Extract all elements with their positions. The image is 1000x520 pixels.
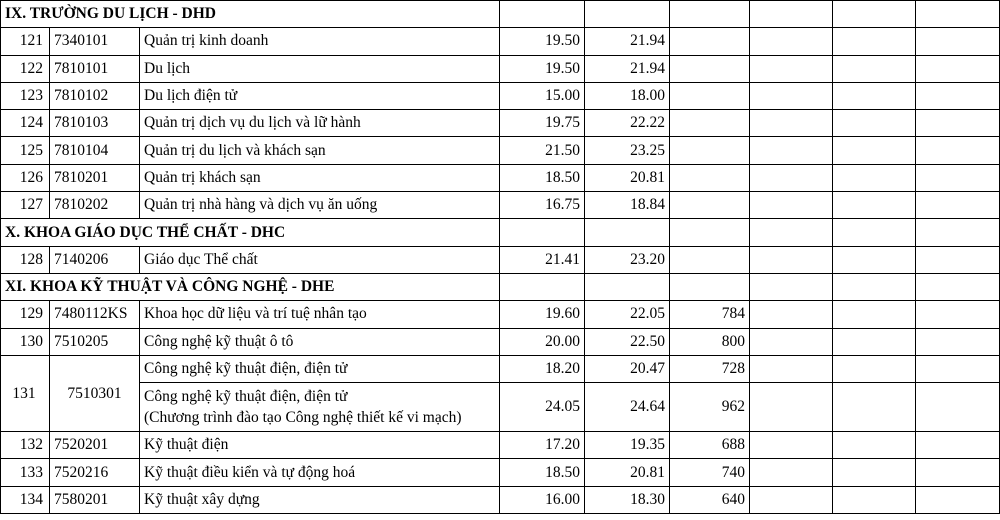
score-3: 784 xyxy=(670,301,750,328)
empty-cell xyxy=(750,55,833,82)
score-2: 22.22 xyxy=(585,110,670,137)
table-row xyxy=(1,28,1000,55)
empty-cell xyxy=(833,328,916,355)
table-row xyxy=(1,355,1000,382)
major-code: 7510205 xyxy=(50,328,140,355)
empty-cell xyxy=(916,137,1000,164)
score-2: 23.20 xyxy=(585,246,670,273)
table-row xyxy=(1,246,1000,273)
empty-cell xyxy=(916,246,1000,273)
empty-cell xyxy=(750,383,833,432)
empty-cell xyxy=(833,486,916,513)
empty-cell xyxy=(670,219,750,246)
empty-cell xyxy=(833,137,916,164)
major-code: 7810201 xyxy=(50,164,140,191)
major-name: Quản trị khách sạn xyxy=(140,164,500,191)
major-code: 7810101 xyxy=(50,55,140,82)
section-header-row xyxy=(1,1,1000,28)
score-1: 19.50 xyxy=(500,55,585,82)
row-number: 121 xyxy=(1,28,50,55)
empty-cell xyxy=(750,28,833,55)
row-number: 126 xyxy=(1,164,50,191)
section-header-row xyxy=(1,273,1000,300)
score-2: 20.81 xyxy=(585,459,670,486)
score-3 xyxy=(670,28,750,55)
section-title: XI. KHOA KỸ THUẬT VÀ CÔNG NGHỆ - DHE xyxy=(1,273,500,300)
empty-cell xyxy=(500,219,585,246)
empty-cell xyxy=(916,355,1000,382)
empty-cell xyxy=(500,273,585,300)
empty-cell xyxy=(833,432,916,459)
empty-cell xyxy=(833,219,916,246)
empty-cell xyxy=(750,137,833,164)
row-number: 130 xyxy=(1,328,50,355)
empty-cell xyxy=(750,164,833,191)
major-code: 7510301 xyxy=(50,355,140,431)
empty-cell xyxy=(833,1,916,28)
score-1: 19.60 xyxy=(500,301,585,328)
table-row xyxy=(1,301,1000,328)
score-2: 18.30 xyxy=(585,486,670,513)
empty-cell xyxy=(750,273,833,300)
empty-cell xyxy=(833,192,916,219)
row-number: 131 xyxy=(1,355,50,431)
score-1: 24.05 xyxy=(500,383,585,432)
major-name: Quản trị kinh doanh xyxy=(140,28,500,55)
empty-cell xyxy=(916,459,1000,486)
table-row xyxy=(1,110,1000,137)
empty-cell xyxy=(916,383,1000,432)
empty-cell xyxy=(833,28,916,55)
score-3: 728 xyxy=(670,355,750,382)
score-2: 19.35 xyxy=(585,432,670,459)
major-code: 7140206 xyxy=(50,246,140,273)
empty-cell xyxy=(916,110,1000,137)
score-3 xyxy=(670,137,750,164)
row-number: 125 xyxy=(1,137,50,164)
empty-cell xyxy=(916,301,1000,328)
major-name: Quản trị du lịch và khách sạn xyxy=(140,137,500,164)
score-3 xyxy=(670,55,750,82)
score-2: 23.25 xyxy=(585,137,670,164)
score-3: 640 xyxy=(670,486,750,513)
empty-cell xyxy=(916,55,1000,82)
empty-cell xyxy=(750,355,833,382)
major-code: 7810103 xyxy=(50,110,140,137)
score-2: 24.64 xyxy=(585,383,670,432)
score-2: 20.47 xyxy=(585,355,670,382)
score-2: 22.50 xyxy=(585,328,670,355)
major-name: Công nghệ kỹ thuật điện, điện tử xyxy=(140,355,500,382)
table-row xyxy=(1,192,1000,219)
score-2: 22.05 xyxy=(585,301,670,328)
score-1: 19.50 xyxy=(500,28,585,55)
score-3: 800 xyxy=(670,328,750,355)
major-code: 7520201 xyxy=(50,432,140,459)
score-3: 962 xyxy=(670,383,750,432)
empty-cell xyxy=(916,328,1000,355)
major-name-line-1: Công nghệ kỹ thuật điện, điện tử xyxy=(144,388,348,406)
empty-cell xyxy=(916,28,1000,55)
table-row xyxy=(1,432,1000,459)
major-name: Khoa học dữ liệu và trí tuệ nhân tạo xyxy=(140,301,500,328)
row-number: 133 xyxy=(1,459,50,486)
score-3 xyxy=(670,110,750,137)
empty-cell xyxy=(750,328,833,355)
empty-cell xyxy=(750,110,833,137)
empty-cell xyxy=(750,246,833,273)
major-name: Quản trị nhà hàng và dịch vụ ăn uống xyxy=(140,192,500,219)
score-3: 740 xyxy=(670,459,750,486)
score-3 xyxy=(670,164,750,191)
major-code: 7810104 xyxy=(50,137,140,164)
major-code: 7580201 xyxy=(50,486,140,513)
row-number: 128 xyxy=(1,246,50,273)
score-1: 17.20 xyxy=(500,432,585,459)
empty-cell xyxy=(916,219,1000,246)
empty-cell xyxy=(750,486,833,513)
empty-cell xyxy=(833,459,916,486)
empty-cell xyxy=(833,82,916,109)
empty-cell xyxy=(670,273,750,300)
major-name: Kỹ thuật điện xyxy=(140,432,500,459)
score-1: 16.75 xyxy=(500,192,585,219)
empty-cell xyxy=(833,110,916,137)
row-number: 124 xyxy=(1,110,50,137)
empty-cell xyxy=(916,192,1000,219)
major-name: Quản trị dịch vụ du lịch và lữ hành xyxy=(140,110,500,137)
row-number: 129 xyxy=(1,301,50,328)
empty-cell xyxy=(916,432,1000,459)
major-name: Kỹ thuật điều kiển và tự động hoá xyxy=(140,459,500,486)
empty-cell xyxy=(833,164,916,191)
major-name: Giáo dục Thể chất xyxy=(140,246,500,273)
empty-cell xyxy=(833,55,916,82)
major-code: 7480112KS xyxy=(50,301,140,328)
score-3 xyxy=(670,246,750,273)
table-row xyxy=(1,459,1000,486)
score-1: 20.00 xyxy=(500,328,585,355)
row-number: 132 xyxy=(1,432,50,459)
table-row xyxy=(1,383,1000,432)
major-code: 7810102 xyxy=(50,82,140,109)
row-number: 134 xyxy=(1,486,50,513)
score-2: 21.94 xyxy=(585,55,670,82)
section-title: IX. TRƯỜNG DU LỊCH - DHD xyxy=(1,1,500,28)
section-header-row xyxy=(1,219,1000,246)
score-2: 18.00 xyxy=(585,82,670,109)
score-1: 15.00 xyxy=(500,82,585,109)
major-name: Kỹ thuật xây dựng xyxy=(140,486,500,513)
row-number: 127 xyxy=(1,192,50,219)
empty-cell xyxy=(833,383,916,432)
score-3 xyxy=(670,192,750,219)
empty-cell xyxy=(500,1,585,28)
row-number: 123 xyxy=(1,82,50,109)
empty-cell xyxy=(670,1,750,28)
empty-cell xyxy=(585,273,670,300)
table-row xyxy=(1,486,1000,513)
empty-cell xyxy=(833,273,916,300)
table-row xyxy=(1,55,1000,82)
empty-cell xyxy=(750,1,833,28)
empty-cell xyxy=(833,355,916,382)
major-code: 7810202 xyxy=(50,192,140,219)
major-name: Công nghệ kỹ thuật ô tô xyxy=(140,328,500,355)
row-number: 122 xyxy=(1,55,50,82)
table-body xyxy=(1,1,1000,514)
major-name-line-2: (Chương trình đào tạo Công nghệ thiết kế vi mạch) xyxy=(144,409,462,427)
score-1: 18.20 xyxy=(500,355,585,382)
score-1: 16.00 xyxy=(500,486,585,513)
empty-cell xyxy=(585,219,670,246)
empty-cell xyxy=(916,1,1000,28)
score-2: 21.94 xyxy=(585,28,670,55)
table-row xyxy=(1,328,1000,355)
empty-cell xyxy=(585,1,670,28)
table-row xyxy=(1,137,1000,164)
section-title: X. KHOA GIÁO DỤC THỂ CHẤT - DHC xyxy=(1,219,500,246)
empty-cell xyxy=(833,301,916,328)
major-name: Du lịch điện tử xyxy=(140,82,500,109)
score-3 xyxy=(670,82,750,109)
score-1: 21.41 xyxy=(500,246,585,273)
score-2: 18.84 xyxy=(585,192,670,219)
empty-cell xyxy=(916,82,1000,109)
score-1: 19.75 xyxy=(500,110,585,137)
major-code: 7520216 xyxy=(50,459,140,486)
empty-cell xyxy=(916,164,1000,191)
major-name: Du lịch xyxy=(140,55,500,82)
empty-cell xyxy=(750,192,833,219)
empty-cell xyxy=(833,246,916,273)
score-1: 18.50 xyxy=(500,164,585,191)
empty-cell xyxy=(916,486,1000,513)
table-row xyxy=(1,82,1000,109)
score-1: 21.50 xyxy=(500,137,585,164)
empty-cell xyxy=(750,82,833,109)
empty-cell xyxy=(750,219,833,246)
score-3: 688 xyxy=(670,432,750,459)
empty-cell xyxy=(916,273,1000,300)
major-name xyxy=(140,383,500,432)
table-row xyxy=(1,164,1000,191)
empty-cell xyxy=(750,459,833,486)
empty-cell xyxy=(750,301,833,328)
score-2: 20.81 xyxy=(585,164,670,191)
empty-cell xyxy=(750,432,833,459)
score-1: 18.50 xyxy=(500,459,585,486)
major-code: 7340101 xyxy=(50,28,140,55)
